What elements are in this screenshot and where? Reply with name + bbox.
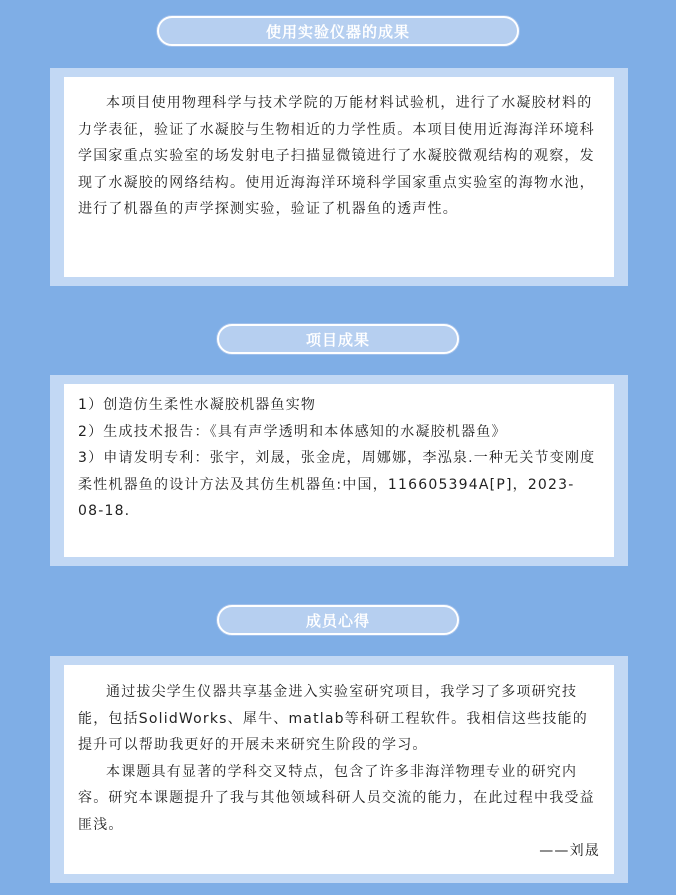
section-title-text: 项目成果 <box>305 330 370 349</box>
reflection-paragraph-1: 通过拔尖学生仪器共享基金进入实验室研究项目，我学习了多项研究技能，包括SolidWorks、犀牛、matlab等科研工程软件。我相信这些技能的提升可以帮助我更好的开展未来研究生阶段的学习。 <box>78 684 588 753</box>
instrument-results-card <box>64 77 614 277</box>
section-title-instrument-results <box>157 16 519 46</box>
project-results-panel <box>50 375 628 566</box>
reflection-paragraph-2: 本课题具有显著的学科交叉特点，包含了许多非海洋物理专业的研究内容。研究本课题提升了我与其他领域科研人员交流的能力，在此过程中我受益匪浅。 <box>78 763 595 833</box>
section-title-project-results <box>217 324 459 354</box>
signature: ——刘晟 <box>539 843 600 859</box>
section-title-text: 成员心得 <box>305 611 370 630</box>
section-title-text: 使用实验仪器的成果 <box>265 22 410 41</box>
instrument-results-paragraph: 本项目使用物理科学与技术学院的万能材料试验机，进行了水凝胶材料的力学表征，验证了水凝胶与生物相近的力学性质。本项目使用近海海洋环境科学国家重点实验室的场发射电子扫描显微镜进行了水凝胶微观结构的观察，发现了水凝胶的网络结构。使用近海海洋环境科学国家重点实验室的海物水池，进行了机器鱼的声学探测实验，验证了机器鱼的透声性。 <box>78 95 595 217</box>
section-title-member-reflections <box>217 605 459 635</box>
result-item-1: 1）创造仿生柔性水凝胶机器鱼实物 <box>78 397 317 413</box>
result-item-3: 3）申请发明专利：张宇，刘晟，张金虎，周娜娜，李泓泉.一种无关节变刚度柔性机器鱼的设计方法及其仿生机器鱼:中国，116605394A[P]，2023-08-18. <box>78 450 596 519</box>
project-results-card <box>64 384 614 557</box>
member-reflections-panel <box>50 656 628 883</box>
instrument-results-panel <box>50 68 628 286</box>
result-item-2: 2）生成技术报告：《具有声学透明和本体感知的水凝胶机器鱼》 <box>78 423 507 440</box>
member-reflections-card <box>64 665 614 874</box>
